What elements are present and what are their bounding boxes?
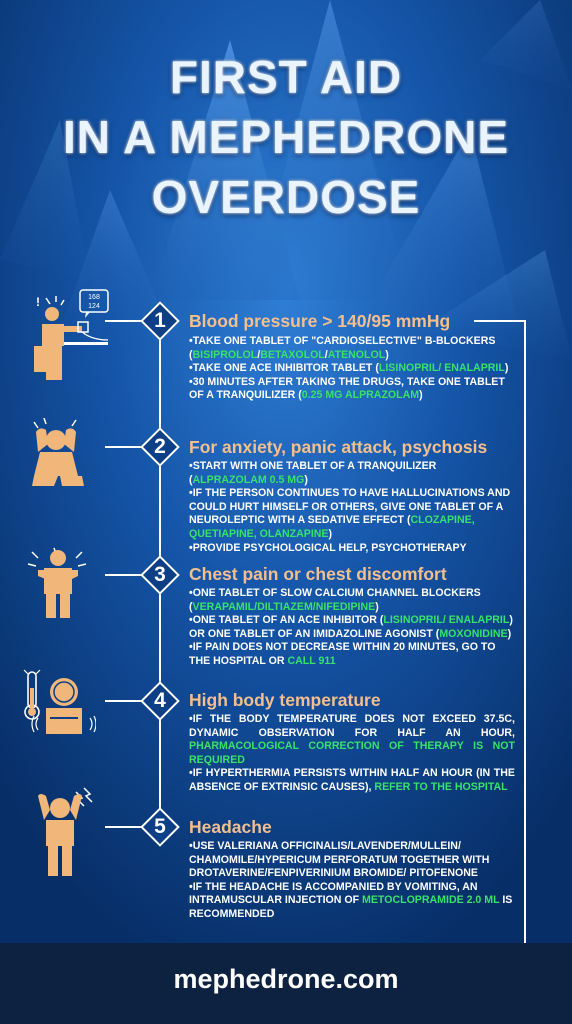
- bp-systolic: 168: [88, 294, 100, 301]
- section-body: [189, 840, 515, 922]
- person-measuring-blood-pressure-icon: [28, 288, 110, 380]
- bullet-item: [189, 614, 515, 641]
- bullet-text: ): [504, 362, 509, 375]
- person-chest-pain-icon: [24, 546, 94, 618]
- highlighted-drug-text: METOCLOPRAMIDE 2.0 ML: [362, 894, 500, 907]
- step-number: 5: [154, 815, 166, 838]
- timeline-right-rail: [524, 320, 526, 943]
- person-headache-icon: [28, 786, 98, 876]
- bullet-item: [189, 362, 515, 376]
- svg-text:!: !: [36, 295, 40, 309]
- bullet-item: [189, 376, 515, 403]
- title-line-2: IN A MEPHEDRONE: [62, 111, 510, 163]
- bullet-text: /: [257, 348, 261, 361]
- bullet-text: •PROVIDE PSYCHOLOGICAL HELP, PSYCHOTHERAPY: [189, 541, 467, 554]
- section-heading: High body temperature: [189, 690, 381, 710]
- bullet-item: [189, 542, 515, 556]
- highlighted-drug-text: VERAPAMIL/DILTIAZEM/NIFEDIPINE: [192, 600, 376, 613]
- highlighted-drug-text: BISIPROLOL: [192, 348, 258, 361]
- section-heading: Headache: [189, 817, 272, 837]
- highlighted-drug-text: LISINOPRIL/ ENALAPRIL: [383, 614, 510, 627]
- bullet-text: •USE VALERIANA OFFICINALIS/LAVENDER/MULLEIN/ CHAMOMILE/HYPERICUM PERFORATUM TOGETHER WITH DROTAVERINE/FENPIVERINIUM BROMIDE/ PITOFENONE: [189, 840, 490, 880]
- title-line-1: FIRST AID: [169, 51, 403, 103]
- bullet-text: ) OR ONE TABLET OF AN IMIDAZOLINE AGONIST (: [189, 614, 513, 640]
- highlighted-drug-text: REFER TO THE HOSPITAL: [374, 780, 508, 793]
- highlighted-drug-text: ATENOLOL: [327, 348, 386, 361]
- bullet-text: •30 MINUTES AFTER TAKING THE DRUGS, TAKE ONE TABLET OF A TRANQUILIZER (: [189, 375, 505, 402]
- highlighted-drug-text: CLOZAPINE, QUETIAPINE, OLANZAPINE: [189, 514, 475, 540]
- step-number: 2: [154, 435, 166, 458]
- timeline-top-rail: [474, 320, 526, 322]
- section-body: [189, 713, 515, 795]
- bullet-text: •ONE TABLET OF SLOW CALCIUM CHANNEL BLOCKERS (: [189, 587, 481, 613]
- section-body: [189, 335, 515, 403]
- person-fever-thermometer-icon: [20, 668, 96, 740]
- bullet-text: •IF THE BODY TEMPERATURE DOES NOT EXCEED 37.5C, DYNAMIC OBSERVATION FOR HALF AN HOUR,: [189, 713, 515, 739]
- step-number: 1: [154, 309, 166, 332]
- person-panic-attack-icon: [24, 418, 94, 490]
- bullet-text: •IF HYPERTHERMIA PERSISTS WITHIN HALF AN HOUR (IN THE ABSENCE OF EXTRINSIC CAUSES),: [189, 767, 515, 793]
- bullet-item: [189, 767, 515, 794]
- section-body: [189, 460, 515, 555]
- bullet-item: [189, 587, 515, 614]
- highlighted-drug-text: ALPRAZOLAM 0.5 MG: [192, 473, 305, 486]
- section-heading: Chest pain or chest discomfort: [189, 564, 447, 584]
- highlighted-drug-text: BETAXOLOL: [260, 348, 325, 361]
- highlighted-drug-text: MOXONIDINE: [439, 627, 508, 640]
- bullet-item: [189, 840, 515, 881]
- bullet-text: •IF THE PERSON CONTINUES TO HAVE HALLUCINATIONS AND COULD HURT HIMSELF OR OTHERS, GIVE ONE TABLET OF A NEUROLEPTIC WITH A SEDATIVE EFFECT (: [189, 487, 511, 527]
- bullet-item: [189, 460, 515, 487]
- bullet-item: [189, 713, 515, 767]
- highlighted-drug-text: LISINOPRIL/ ENALAPRIL: [378, 362, 505, 375]
- section-heading: Blood pressure > 140/95 mmHg: [189, 311, 451, 331]
- bullet-text: ): [419, 389, 423, 402]
- bullet-text: •TAKE ONE TABLET OF "CARDIOSELECTIVE" B-BLOCKERS (: [189, 335, 496, 361]
- bullet-item: [189, 335, 515, 362]
- bullet-text: ): [507, 627, 512, 640]
- bullet-item: [189, 487, 515, 541]
- bullet-text: •IF THE HEADACHE IS ACCOMPANIED BY VOMITING, AN INTRAMUSCULAR INJECTION OF: [189, 880, 478, 907]
- section-heading: For anxiety, panic attack, psychosis: [189, 437, 488, 457]
- title-line-3: OVERDOSE: [151, 171, 421, 223]
- bullet-text: /: [324, 348, 328, 361]
- bullet-text: •START WITH ONE TABLET OF A TRANQUILIZER (: [189, 460, 437, 486]
- bullet-text: ): [385, 348, 389, 361]
- bullet-text: ): [328, 527, 333, 540]
- bp-diastolic: 124: [88, 303, 100, 310]
- bullet-text: •TAKE ONE ACE INHIBITOR TABLET (: [189, 362, 379, 375]
- highlighted-drug-text: CALL 911: [287, 654, 336, 667]
- bullet-item: [189, 641, 515, 668]
- step-number: 4: [154, 689, 166, 712]
- highlighted-drug-text: 0.25 MG ALPRAZOLAM: [301, 389, 420, 402]
- footer-site-link[interactable]: mephedrone.com: [173, 964, 399, 994]
- highlighted-drug-text: PHARMACOLOGICAL CORRECTION OF THERAPY IS NOT REQUIRED: [189, 740, 515, 766]
- section-body: [189, 587, 515, 669]
- bullet-text: ): [375, 600, 379, 613]
- bullet-text: ): [304, 473, 308, 486]
- bullet-text: •IF PAIN DOES NOT DECREASE WITHIN 20 MINUTES, GO TO THE HOSPITAL OR: [189, 641, 496, 667]
- bullet-text: IS RECOMMENDED: [189, 894, 513, 920]
- step-number: 3: [154, 563, 166, 586]
- bullet-item: [189, 881, 515, 922]
- bullet-text: •ONE TABLET OF AN ACE INHIBITOR (: [189, 614, 384, 627]
